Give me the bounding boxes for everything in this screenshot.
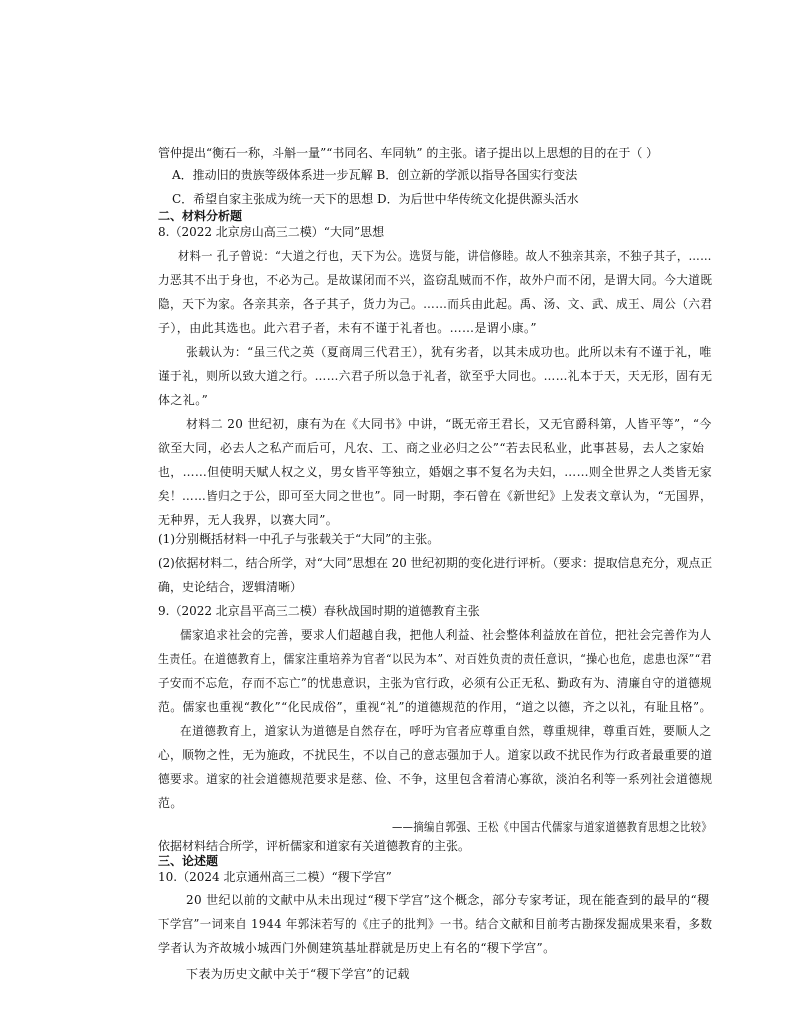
- material-1-line: 子），由此其选也。此六君子者，未有不谨于礼者也。……是谓小康。”: [158, 321, 537, 335]
- q9-material-line: 儒家追求社会的完善，要求人们超越自我，把他人利益、社会整体利益放在首位，把社会完善作为人: [180, 628, 712, 642]
- q9-material-line: 范。: [158, 796, 183, 810]
- option-a-b: A．推动旧的贵族等级体系进一步瓦解 B．创立新的学派以指导各国实行变法: [172, 168, 578, 182]
- q9-material-line: 子安而不忘危，存而不忘亡”的忧患意识，主张为官行政，必须有公正无私、勤政有为、清廉自守的道德规: [158, 676, 712, 690]
- material-1-line: 谨于礼，则所以致大道之行。……六君子所以急于礼者，欲至乎大同也。……礼本于天，天无形，固有无: [158, 369, 713, 383]
- material-1-line: 隐，天下为家。各亲其亲，各子其子，货力为己。……而兵由此起。禹、汤、文、武、成王、周公（六君: [158, 297, 713, 311]
- sub-question-2: (2)依据材料二，结合所学，对“大同”思想在 20 世纪初期的变化进行评析。（要求：提取信息充分，观点正: [158, 556, 713, 570]
- q9-source-citation: ——摘编自郭强、王松《中国古代儒家与道家道德教育思想之比较》: [392, 820, 713, 834]
- sub-question-1: (1)分别概括材料一中孔子与张载关于“大同”的主张。: [158, 532, 440, 546]
- q10-material-line: 下学宫”一词来自 1944 年郭沫若写的《庄子的批判》一书。结合文献和目前考古勘探发掘成果来看，多数: [158, 917, 713, 931]
- q9-prompt: 依据材料结合所学，评析儒家和道家有关道德教育的主张。: [158, 839, 471, 853]
- material-1-line: 材料一 孔子曾说：“大道之行也，天下为公。选贤与能，讲信修睦。故人不独亲其亲，不独子其子，……: [178, 249, 712, 263]
- question-stem-line: 管仲提出“衡石一称，斗斛一量”“书同名、车同轨” 的主张。诸子提出以上思想的目的在于（ ）: [158, 146, 659, 160]
- q9-material-line: 德要求。道家的社会道德规范要求是慈、俭、不争，这里包含着清心寡欲，淡泊名利等一系列社会道德规: [158, 772, 713, 786]
- question-9-title: 9.（2022 北京昌平高三二模）春秋战国时期的道德教育主张: [158, 604, 480, 618]
- material-2-line: 矣！……皆归之于公，即可至大同之世也”。同一时期，李石曾在《新世纪》上发表文章认为，“无国界，: [158, 489, 713, 503]
- q10-material-line: 下表为历史文献中关于“稷下学宫”的记载: [186, 967, 410, 981]
- section-heading-material-analysis: 二、材料分析题: [158, 209, 243, 223]
- section-heading-essay: 三、论述题: [158, 854, 219, 868]
- material-2-line: 也，……但使明天赋人权之义，男女皆平等独立，婚姻之事不复名为夫妇，……则全世界之人类皆无家: [158, 465, 713, 479]
- sub-question-2-cont: 确，史论结合，逻辑清晰）: [158, 580, 303, 594]
- q9-material-line: 心，顺物之性，无为施政，不扰民生，不以自己的意志强加于人。道家以政不扰民作为行政者最重要的道: [158, 748, 713, 762]
- question-8-title: 8.（2022 北京房山高三二模）“大同”思想: [158, 225, 385, 239]
- material-2-line: 欲至大同，必去人之私产而后可，凡农、工、商之业必归之公”“若去民私业，此事甚易，去人之家始: [158, 441, 705, 455]
- material-1-line: 张载认为：“虽三代之英（夏商周三代君王），犹有劣者，以其未成功也。此所以未有不谨于礼，唯: [186, 345, 712, 359]
- question-10-title: 10.（2024 北京通州高三二模）“稷下学宫”: [158, 870, 392, 884]
- q10-material-line: 学者认为齐故城小城西门外侧建筑基址群就是历史上有名的“稷下学宫”。: [158, 941, 556, 955]
- q10-material-line: 20 世纪以前的文献中从未出现过“稷下学宫”这个概念，部分专家考证，现在能查到的最早的“稷: [186, 893, 710, 907]
- material-1-line: 力恶其不出于身也，不必为己。是故谋闭而不兴，盗窃乱贼而不作，故外户而不闭，是谓大同。今大道既: [158, 273, 713, 287]
- q9-material-line: 生责任。在道德教育上，儒家注重培养为官者“以民为本”、对百姓负责的责任意识，“操心也危，虑患也深”“君: [158, 652, 713, 666]
- material-2-line: 无种界，无人我界，以赛大同”。: [158, 513, 339, 527]
- q9-material-line: 在道德教育上，道家认为道德是自然存在，呼吁为官者应尊重自然，尊重规律，尊重百姓，要顺人之: [180, 724, 712, 738]
- material-1-line: 体之礼。”: [158, 393, 209, 407]
- q9-material-line: 范。儒家也重视“教化”“化民成俗”，重视“礼”的道德规范的作用，“道之以德，齐之以礼，有耻且格”。: [158, 700, 712, 714]
- material-2-line: 材料二 20 世纪初，康有为在《大同书》中讲，“既无帝王君长，又无官爵科第，人皆平等”，“今: [186, 417, 712, 431]
- option-c-d: C．希望自家主张成为统一天下的思想 D．为后世中华传统文化提供源头活水: [172, 192, 579, 206]
